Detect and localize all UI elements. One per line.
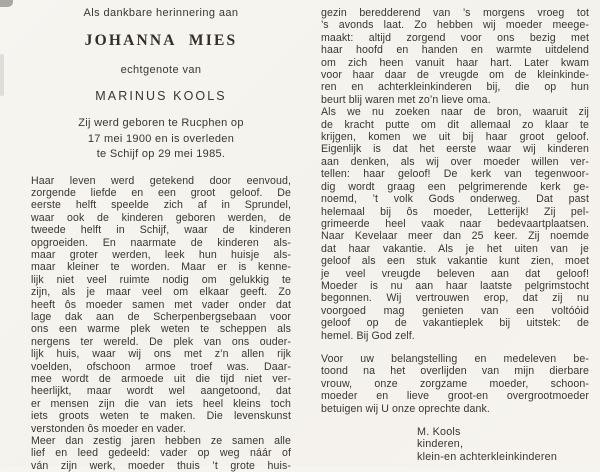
text-line: ren en achterkleinkinderen bij, die op hun xyxy=(321,81,589,93)
text-line: je veel vreugde beleven aan dat geloof! xyxy=(321,268,589,280)
left-column xyxy=(31,0,291,472)
text-line: geloof op de vakantieplek bij uitstek: de xyxy=(321,317,589,329)
text-line: heerlijkt, maar wordt wel aangetoond, dat xyxy=(31,385,291,397)
text-line: voor haar daar de vreugde om de kleinkinde- xyxy=(321,69,589,81)
text-line: toond na het overlijden van mijn dierbare xyxy=(321,365,589,377)
signature-line: kinderen, xyxy=(417,438,589,450)
text-line: begonnen. Wij vertrouwen erop, dat zij nu xyxy=(321,292,589,304)
text-line: Naar Kevelaar meer dan 25 keer. Zij noemde xyxy=(321,230,589,242)
text-line: lief en leed gedeeld: vader op weg náár of xyxy=(31,447,291,459)
text-line: nergens ter wereld. De plek van ons ouder- xyxy=(31,336,291,348)
left-body-text xyxy=(31,175,291,472)
paragraph-gap xyxy=(321,342,589,353)
date-line: Zij werd geboren te Rucphen op xyxy=(31,116,291,132)
text-line: opgroeiden. En naarmate de kinderen als- xyxy=(31,237,291,249)
card-header xyxy=(31,7,291,163)
text-line: lijk niet veel ruimte nodig om gelukkig te xyxy=(31,274,291,286)
right-body-text xyxy=(321,0,589,415)
text-line: maar kleiner te worden. Maar er is kenne- xyxy=(31,261,291,273)
text-line: mee wordt de armoede uit die tijd niet ver- xyxy=(31,373,291,385)
text-line: tellen: haar geloof! De kerk van tegenwoor- xyxy=(321,168,589,180)
relation-line: echtgenote van xyxy=(31,64,291,76)
text-line: maar groter werden, leek hun huisje als- xyxy=(31,249,291,261)
signature-block xyxy=(321,426,589,463)
deceased-name: JOHANNA MIES xyxy=(31,32,291,50)
text-line: tweede helft in Schijf, waar de kinderen xyxy=(31,224,291,236)
text-line: Als we nu zoeken naar de bron, waaruit zij xyxy=(321,106,589,118)
scan-edge-smudge xyxy=(0,54,4,96)
text-line: Eigenlijk is dat het eerste waar wij kinderen xyxy=(321,143,589,155)
text-line: gezin beredderend van ’s morgens vroeg tot xyxy=(321,7,589,19)
text-line: helemaal bij ôs moeder, Letterijk! Zij pel- xyxy=(321,206,589,218)
date-line: 17 mei 1900 en is overleden xyxy=(31,132,291,148)
text-line: haar hoofd en handen en warmte uitdelend xyxy=(321,44,589,56)
text-line: betuigen wij U onze oprechte dank. xyxy=(321,403,589,415)
text-line: voorgoed mag genieten van een voltóóid xyxy=(321,305,589,317)
text-line: voelden, ofschoon armoe troef was. Daar- xyxy=(31,361,291,373)
text-line: waar ook de kinderen geboren werden, de xyxy=(31,212,291,224)
text-line: zijn, als je maar veel om elkaar geeft. Zo xyxy=(31,286,291,298)
text-line: ván zijn werk, moeder thuis ’t grote huis- xyxy=(31,460,291,472)
text-line: lage dak aan de Scherpenbergsebaan voor xyxy=(31,311,291,323)
text-line: eerste helft speelde zich af in Sprundel, xyxy=(31,199,291,211)
text-line: lijk huis, waar wij ons met z’n allen rijk xyxy=(31,348,291,360)
text-line: zorgende liefde en een groot geloof. De xyxy=(31,187,291,199)
intro-line: Als dankbare herinnering aan xyxy=(31,7,291,19)
text-line: beurt blij waren met zo’n lieve oma. xyxy=(321,94,589,106)
signature-line: klein-en achterkleinkinderen xyxy=(417,451,589,463)
date-line: te Schijf op 29 mei 1985. xyxy=(31,147,291,163)
text-line: krijgen, komen we uit bij haar groot geloof. xyxy=(321,131,589,143)
text-line: dig wordt graag een pelgrimerende kerk ge- xyxy=(321,181,589,193)
text-line: verstonden ôs moeder en vader. xyxy=(31,423,291,435)
text-line: de kracht putte om dit allemaal zo klaar te xyxy=(321,119,589,131)
birth-death-dates xyxy=(31,116,291,163)
right-column xyxy=(321,0,589,463)
text-line: geloof als een stuk vakantie kunt zien, moet xyxy=(321,255,589,267)
text-line: iets groots weten te maken. Die levenskunst xyxy=(31,410,291,422)
text-line: grimeerde heel vaak naar bedevaartplaatsen. xyxy=(321,218,589,230)
text-line: ’s avonds laat. Zo hebben wij moeder meege- xyxy=(321,19,589,31)
spouse-name: MARINUS KOOLS xyxy=(31,89,291,103)
text-line: aan denken, als wij over moeder willen ver- xyxy=(321,156,589,168)
scan-corner-artifact xyxy=(0,0,13,7)
text-line: vrouw, onze zorgzame moeder, schoon- xyxy=(321,378,589,390)
text-line: om zich heen vanuit haar hart. Later kwam xyxy=(321,57,589,69)
text-line: maakt: altijd zorgend voor ons bezig met xyxy=(321,32,589,44)
text-line: heeft ôs moeder samen met vader onder dat xyxy=(31,299,291,311)
text-line: ons een warme plek weten te scheppen als xyxy=(31,323,291,335)
signature-line: M. Kools xyxy=(417,426,589,438)
text-line: Moeder is nu aan haar laatste pelgrimstocht xyxy=(321,280,589,292)
text-line: er mensen zijn die van iets heel kleins toch xyxy=(31,398,291,410)
text-line: dat haar vakantie. Als je het uiten van je xyxy=(321,243,589,255)
text-line: moeder en lieve groot-en overgrootmoeder xyxy=(321,390,589,402)
text-line: noemd, ’t volk Gods onderweg. Dat past xyxy=(321,193,589,205)
text-line: Meer dan zestig jaren hebben ze samen alle xyxy=(31,435,291,447)
text-line: Haar leven werd getekend door eenvoud, xyxy=(31,175,291,187)
text-line: hemel. Bij God zelf. xyxy=(321,330,589,342)
text-line: Voor uw belangstelling en medeleven be- xyxy=(321,353,589,365)
